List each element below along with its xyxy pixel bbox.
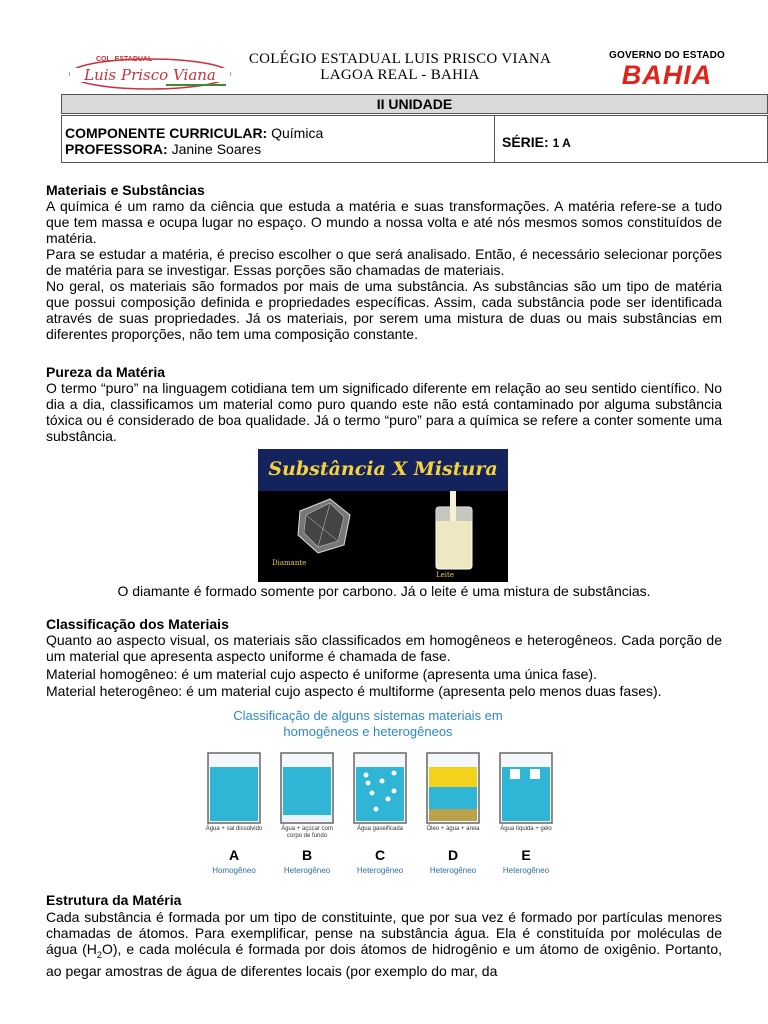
paragraph: Quanto ao aspecto visual, os materiais são classificados em homogêneos e heterogêneos. Cada porção de um material que apresenta aspecto uniforme é chamada de fase.: [46, 632, 722, 664]
paragraph: No geral, os materiais são formados por mais de uma substância. As substâncias são um tipo de matéria que possui composição definida e propriedades específicas. Assim, cada substância pode ser identificada através de suas propriedades. Já os materiais, por serem uma mistura de duas ou mais substâncias em diferentes proporções, não tem uma composição constante.: [46, 278, 722, 342]
section-heading-purity: Pureza da Matéria: [46, 364, 166, 380]
beaker-description: Água + sal dissolvido: [205, 826, 263, 832]
subscript: 2: [96, 949, 102, 960]
section-heading-classification: Classificação dos Materiais: [46, 616, 229, 632]
figure-caption: O diamante é formado somente por carbono. Já o leite é uma mistura de substâncias.: [117, 583, 651, 599]
beaker-type: Heterogêneo: [502, 866, 550, 875]
school-title: [235, 51, 565, 83]
paragraph: [46, 909, 722, 979]
image-title: Substância X Mistura: [268, 458, 498, 480]
series-line: [502, 134, 571, 151]
government-logo-state: [608, 61, 726, 89]
info-box: [61, 115, 768, 163]
beaker-description: Água líquida + gelo: [500, 826, 552, 832]
school-logo: [66, 52, 234, 92]
label-milk: Leite: [436, 571, 454, 579]
school-logo-top-text: COL. ESTADUAL: [96, 56, 153, 63]
school-name: COLÉGIO ESTADUAL LUIS PRISCO VIANA: [248, 51, 552, 67]
teacher-label: PROFESSORA:: [65, 141, 168, 157]
image-title-line: homogêneos e heterogêneos: [283, 724, 453, 739]
beaker-letter: A: [228, 847, 240, 863]
teacher-line: [65, 141, 261, 157]
section-heading-materials: Materiais e Substâncias: [46, 182, 205, 198]
substance-vs-mixture-image: [258, 449, 508, 582]
component-line: [65, 125, 323, 141]
government-logo: [608, 50, 726, 90]
section-heading-structure: Estrutura da Matéria: [46, 892, 182, 908]
beaker-letter: B: [301, 847, 313, 863]
beaker-type: Heterogêneo: [356, 866, 404, 875]
paragraph: Material homogêneo: é um material cujo aspecto é uniforme (apresenta uma única fase).: [46, 666, 597, 682]
unit-bar: II UNIDADE: [61, 94, 768, 114]
paragraph-part: Cada substância é formada por um tipo de constituinte, que por sua vez é formado por partículas menores chamadas de átomos. Para exemplificar, pense na substância água. Ela é constituída por moléculas de água (H: [46, 909, 722, 957]
beaker-letter: C: [374, 847, 386, 863]
beaker-description: Óleo + água + areia: [426, 826, 480, 832]
beaker-letter: D: [447, 847, 459, 863]
paragraph: Para se estudar a matéria, é preciso escolher o que será analisado. Então, é necessário selecionar porções de matéria para se investigar. Essas porções são chamadas de materiais.: [46, 246, 722, 278]
government-logo-top: GOVERNO DO ESTADO: [608, 50, 725, 61]
paragraph-part: O), e cada molécula é formada por dois átomos de hidrogênio e um átomo de oxigênio. Portanto, ao pegar amostras de água de diferentes locais (por exemplo do mar, da: [46, 941, 722, 979]
paragraph: O termo “puro” na linguagem cotidiana tem um significado diferente em relação ao seu sentido científico. No dia a dia, classificamos um material como puro quando este não está contaminado por alguma substância tóxica ou é considerado de boa qualidade. Já o termo “puro” para a química se refere a conter somente uma substância.: [46, 380, 722, 444]
beaker-type: Heterogêneo: [283, 866, 331, 875]
component-label: COMPONENTE CURRICULAR:: [65, 125, 268, 141]
image-title-line: Classificação de alguns sistemas materiais em: [233, 708, 503, 723]
series-value: 1 A: [552, 136, 571, 150]
info-divider: [494, 115, 495, 163]
beaker-description: Água + açúcar com corpo de fundo: [281, 826, 333, 839]
series-label: SÉRIE:: [502, 134, 549, 150]
beaker-type: Homogêneo: [212, 866, 256, 875]
paragraph: A química é um ramo da ciência que estuda a matéria e suas transformações. A matéria refere-se a tudo que tem massa e ocupa lugar no espaço. O mundo a nossa volta e até nós mesmos somos constituídos de matéria.: [46, 198, 722, 246]
beaker-type: Heterogêneo: [429, 866, 477, 875]
paragraph: Material heterogêneo: é um material cujo aspecto é multiforme (apresenta pelo menos duas fases).: [46, 683, 662, 699]
component-value: Química: [271, 125, 324, 141]
beaker-letter: E: [521, 847, 531, 863]
label-diamond: Diamante: [272, 559, 307, 567]
school-logo-name: Luis Prisco Viana: [84, 66, 216, 84]
school-location: LAGOA REAL - BAHIA: [320, 67, 480, 83]
beaker-description: Água gaseificada: [356, 826, 404, 832]
bahia-text: BAHIA: [621, 60, 713, 90]
image-illustration: [258, 449, 508, 582]
beaker-labels: [198, 703, 566, 880]
teacher-value: Janine Soares: [171, 141, 262, 157]
